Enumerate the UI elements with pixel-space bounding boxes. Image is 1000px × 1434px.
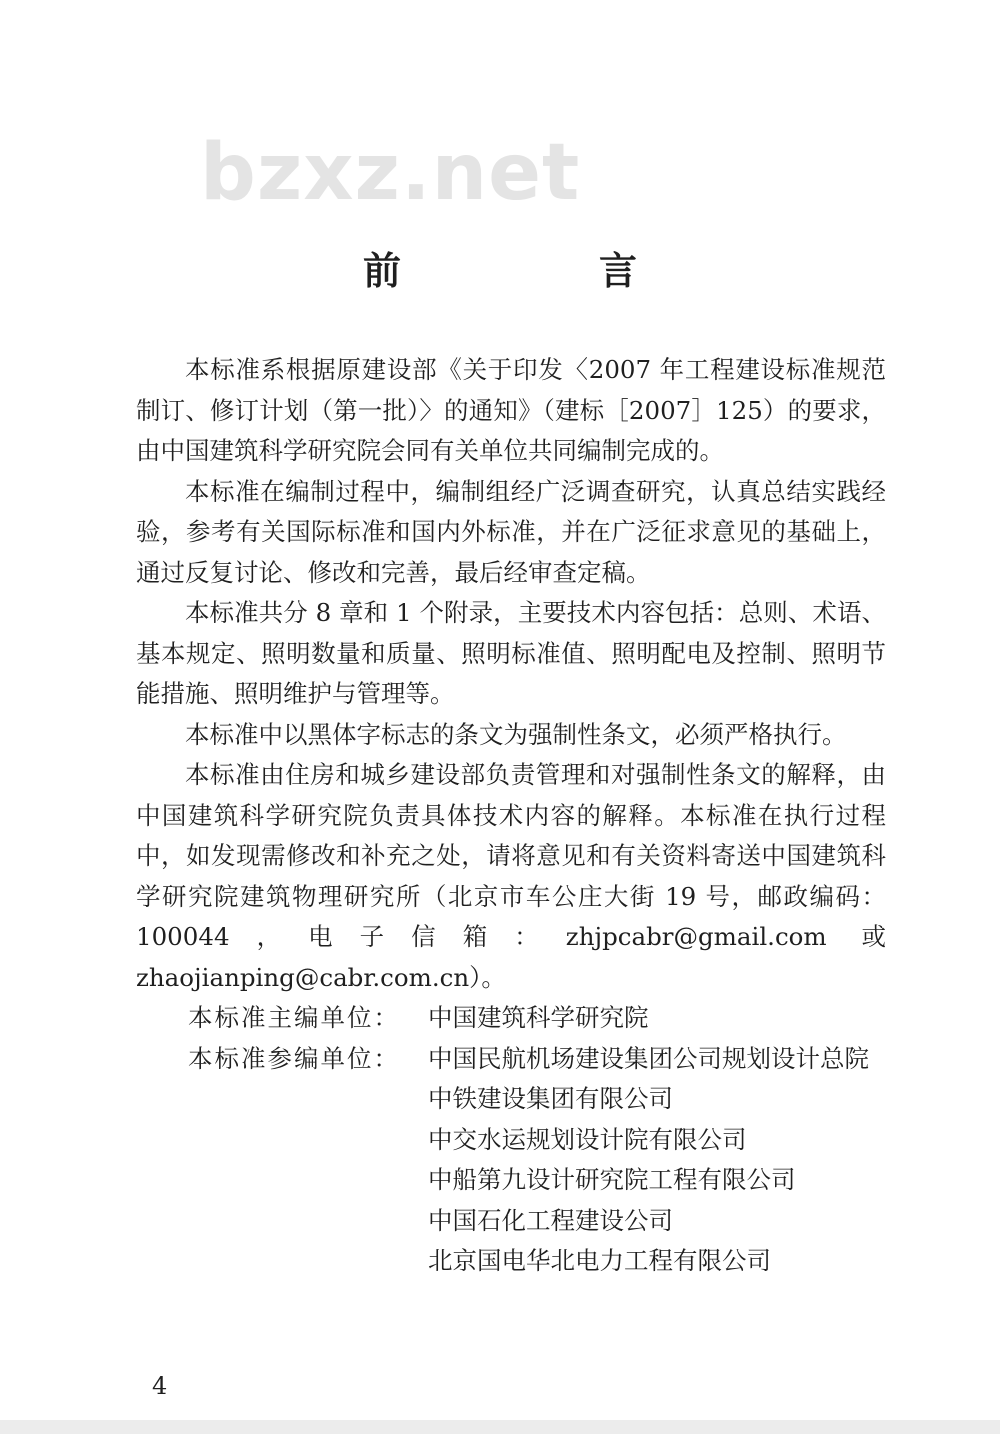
- page-title: 前 言: [362, 249, 717, 293]
- chief-unit-label: 本标准主编单位：: [188, 1003, 400, 1032]
- participating-unit: 中船第九设计研究院工程有限公司: [428, 1165, 796, 1194]
- participating-unit: 北京国电华北电力工程有限公司: [428, 1246, 771, 1275]
- participating-units-row: [136, 1039, 886, 1282]
- paragraph: 本标准中以黑体字标志的条文为强制性条文，必须严格执行。: [185, 719, 847, 749]
- participating-unit: 中铁建设集团有限公司: [428, 1084, 673, 1113]
- chief-unit-row: [136, 998, 886, 1039]
- paragraph: 本标准在编制过程中，编制组经广泛调查研究，认真总结实践经验，参考有关国际标准和国内外标准，并在广泛征求意见的基础上，通过反复讨论、修改和完善，最后经审查定稿。: [136, 476, 886, 587]
- paragraph: 本标准共分 8 章和 1 个附录，主要技术内容包括：总则、术语、基本规定、照明数量和质量、照明标准值、照明配电及控制、照明节能措施、照明维护与管理等。: [136, 598, 886, 708]
- participating-unit: 中交水运规划设计院有限公司: [428, 1124, 747, 1154]
- participating-unit: 中国石化工程建设公司: [428, 1205, 673, 1235]
- participating-units-list: [428, 1039, 886, 1282]
- bottom-edge: [0, 1420, 1000, 1434]
- paragraph: 本标准系根据原建设部《关于印发〈2007 年工程建设标准规范制订、修订计划（第一批）〉的通知》（建标［2007］125）的要求，由中国建筑科学研究院会同有关单位共同编制完成的。: [136, 355, 886, 465]
- paragraph: 本标准由住房和城乡建设部负责管理和对强制性条文的解释，由中国建筑科学研究院负责具体技术内容的解释。本标准在执行过程中，如发现需修改和补充之处，请将意见和有关资料寄送中国建筑科学研究院建筑物理研究所（北京市车公庄大街 19 号，邮政编码：100044，电子信箱：zhjpcabr@gmail.com 或 zhaojianping@cabr.com.cn）。: [136, 760, 886, 992]
- page-number: 4: [152, 1372, 168, 1400]
- preface-body: [136, 350, 886, 1282]
- watermark: bzxz.net: [200, 128, 581, 218]
- participating-units-label: 本标准参编单位：: [188, 1043, 400, 1073]
- chief-unit-value: 中国建筑科学研究院: [428, 1003, 649, 1032]
- participating-unit: 中国民航机场建设集团公司规划设计总院: [428, 1043, 869, 1073]
